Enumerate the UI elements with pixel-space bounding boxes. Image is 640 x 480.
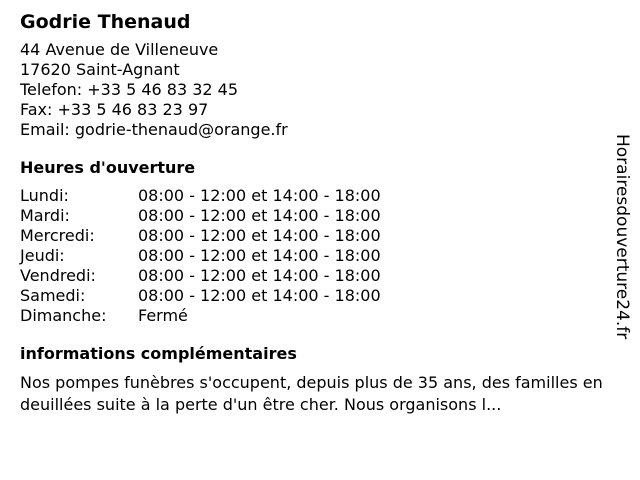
hours-time: 08:00 - 12:00 et 14:00 - 18:00 xyxy=(138,246,381,265)
business-card xyxy=(20,10,610,416)
hours-time: 08:00 - 12:00 et 14:00 - 18:00 xyxy=(138,266,381,285)
hours-table xyxy=(20,186,610,326)
hours-row-mardi xyxy=(20,206,610,226)
contact-block xyxy=(20,40,610,140)
email-address: Email: godrie-thenaud@orange.fr xyxy=(20,120,288,139)
hours-row-mercredi xyxy=(20,226,610,246)
hours-day: Mardi: xyxy=(20,206,70,225)
hours-time: Fermé xyxy=(138,306,188,325)
hours-day: Vendredi: xyxy=(20,266,96,285)
hours-row-vendredi xyxy=(20,266,610,286)
hours-row-jeudi xyxy=(20,246,610,266)
hours-day: Lundi: xyxy=(20,186,69,205)
hours-time: 08:00 - 12:00 et 14:00 - 18:00 xyxy=(138,226,381,245)
fax-number: Fax: +33 5 46 83 23 97 xyxy=(20,100,209,119)
hours-heading: Heures d'ouverture xyxy=(20,158,196,177)
site-watermark: Horairesdouverture24.fr xyxy=(612,134,632,340)
hours-day: Dimanche: xyxy=(20,306,107,325)
info-text: Nos pompes funèbres s'occupent, depuis plus de 35 ans, des familles endeuillées suite à la perte d'un être cher. Nous organisons l... xyxy=(20,373,603,414)
address-line-2: 17620 Saint-Agnant xyxy=(20,60,180,79)
hours-day: Jeudi: xyxy=(20,246,65,265)
phone-number: Telefon: +33 5 46 83 32 45 xyxy=(20,80,239,99)
hours-row-samedi xyxy=(20,286,610,306)
business-name: Godrie Thenaud xyxy=(20,11,191,33)
info-heading: informations complémentaires xyxy=(20,344,297,363)
hours-day: Samedi: xyxy=(20,286,86,305)
hours-row-dimanche xyxy=(20,306,610,326)
address-line-1: 44 Avenue de Villeneuve xyxy=(20,40,219,59)
hours-row-lundi xyxy=(20,186,610,206)
hours-time: 08:00 - 12:00 et 14:00 - 18:00 xyxy=(138,286,381,305)
hours-day: Mercredi: xyxy=(20,226,95,245)
hours-time: 08:00 - 12:00 et 14:00 - 18:00 xyxy=(138,186,381,205)
hours-time: 08:00 - 12:00 et 14:00 - 18:00 xyxy=(138,206,381,225)
